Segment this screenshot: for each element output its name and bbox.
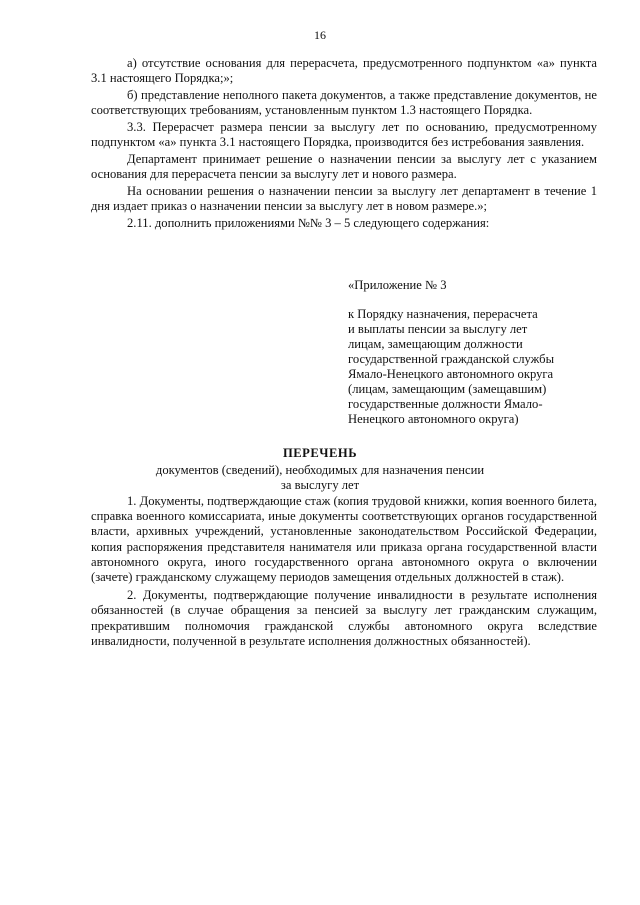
list-item-2: 2. Документы, подтверждающие получение инвалидности в результате исполнения обязанностей (в случае обращения за пенсией за выслугу лет гражданским служащим, прекратившим полномочия гражданской службы автономного округа вследствие инвалидности, полученной в результате исполнения должностных обязанностей). (91, 588, 597, 648)
appendix-line: Ненецкого автономного округа) (348, 412, 519, 426)
appendix-line: к Порядку назначения, перерасчета (348, 307, 538, 321)
appendix-line: лицам, замещающим должности (348, 337, 523, 351)
appendix-line: (лицам, замещающим (замещавшим) (348, 382, 547, 396)
paragraph-3-3: 3.3. Перерасчет размера пенсии за выслугу лет по основанию, предусмотренному подпунктом «а» пункта 3.1 настоящего Порядка, производится без истребования заявления. (91, 120, 597, 149)
heading-subtitle-line-2: за выслугу лет (280, 478, 360, 492)
page-number: 16 (314, 28, 326, 42)
appendix-header (348, 278, 598, 427)
appendix-title: «Приложение № 3 (348, 278, 447, 292)
appendix-line: государственные должности Ямало- (348, 397, 543, 411)
paragraph-item-b: б) представление неполного пакета документов, а также представление документов, не соответствующих требованиям, установленным пунктом 1.3 настоящего Порядка. (91, 88, 597, 117)
paragraph-department-decision: Департамент принимает решение о назначении пенсии за выслугу лет с указанием основания для перерасчета пенсии за выслугу лет и нового размера. (91, 152, 597, 181)
paragraph-item-a: а) отсутствие основания для перерасчета, предусмотренного подпунктом «а» пункта 3.1 настоящего Порядка;»; (91, 56, 597, 85)
heading-subtitle-line-1: документов (сведений), необходимых для назначения пенсии (155, 463, 485, 477)
appendix-line: Ямало-Ненецкого автономного округа (348, 367, 554, 381)
list-heading (0, 446, 640, 493)
appendix-line: государственной гражданской службы (348, 352, 555, 366)
list-item-1: 1. Документы, подтверждающие стаж (копия трудовой книжки, копия военного билета, справка военного комиссариата, иные документы соответствующих органов государственной власти, архивных учреждений, установленные законодательством Российской Федерации, копия распоряжения представителя нанимателя или приказа органа государственной власти автономного округа, иного государственного органа автономного округа о включении (зачете) гражданскому служащему периодов замещения отдельных должностей в стаж). (91, 494, 597, 585)
amendment-text (91, 56, 597, 233)
appendix-line: и выплаты пенсии за выслугу лет (348, 322, 528, 336)
paragraph-2-11: 2.11. дополнить приложениями №№ 3 – 5 следующего содержания: (127, 216, 490, 230)
heading-title: ПЕРЕЧЕНЬ (282, 446, 358, 460)
paragraph-order-issue: На основании решения о назначении пенсии за выслугу лет департамент в течение 1 дня издает приказ о назначении пенсии за выслугу лет в новом размере.»; (91, 184, 597, 213)
document-list (91, 494, 597, 652)
